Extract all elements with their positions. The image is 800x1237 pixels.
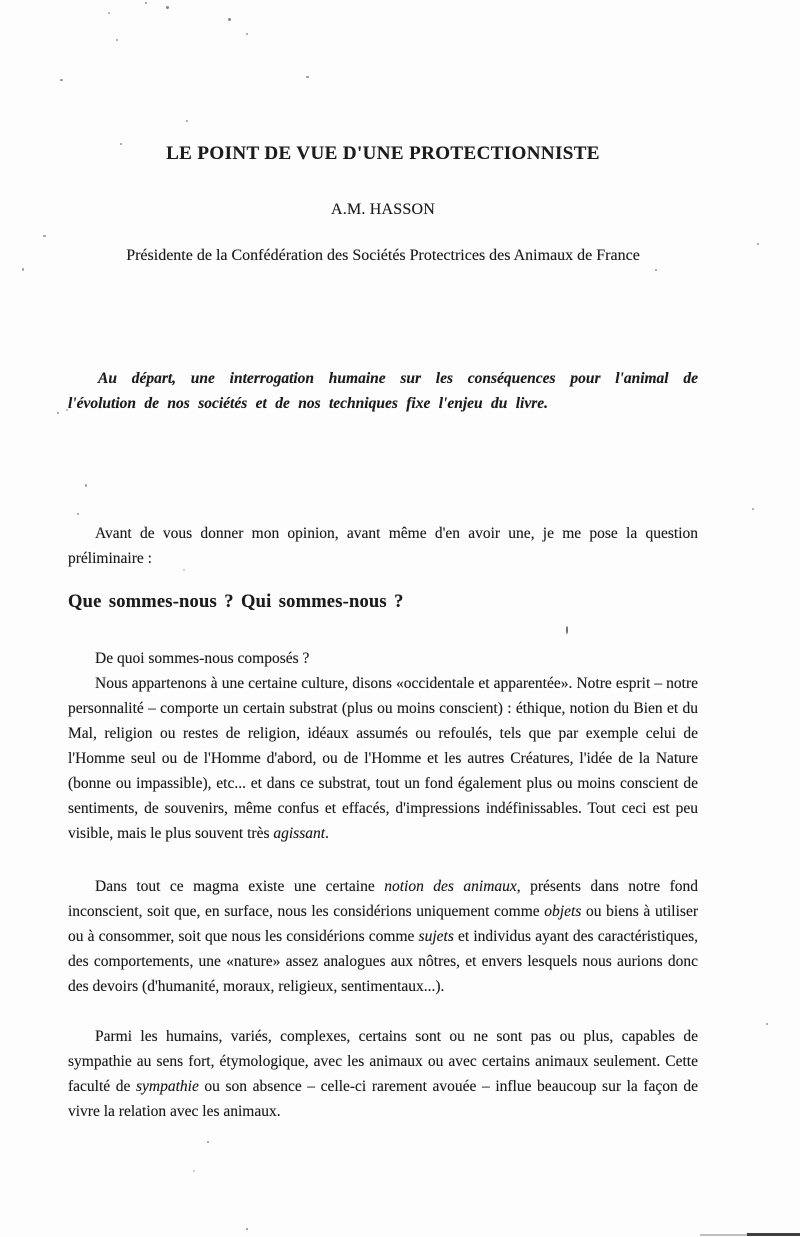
paragraph-culture-substrat: Nous appartenons à une certaine culture, disons «occidentale et apparentée». Notre esprit – notre personnalité – comporte un certain substrat (plus ou moins conscient) : éthique, notion du Bien et du Mal, religion ou restes de religion, idéaux assumés ou refoulés, tels que par exemple celui de l'Homme seul ou de l'Homme d'abord, ou de l'Homme et les autres Créatures, l'idée de la Nature (bonne ou impassible), etc... et dans ce substrat, tout un fond également plus ou moins conscient de sentiments, de souvenirs, même confus et effacés, d'impressions indéfinissables. Tout ceci est peu visible, mais le plus souvent très agissant.: [68, 675, 698, 842]
scan-edge-artifact: [747, 1233, 800, 1236]
section-heading: Que sommes-nous ? Qui sommes-nous ?: [68, 592, 404, 612]
scan-speckle: [207, 1141, 209, 1143]
scan-speckle: [57, 412, 59, 414]
scan-speckle: [60, 79, 63, 81]
author-name: A.M. HASSON: [331, 201, 435, 218]
page-title: LE POINT DE VUE D'UNE PROTECTIONNISTE: [166, 143, 600, 164]
scan-speckle: [108, 12, 110, 14]
scan-speckle: [655, 269, 657, 271]
scan-speckle: [246, 1228, 248, 1230]
scan-speckle: [193, 1170, 195, 1172]
scan-speckle: [166, 6, 169, 9]
scan-speckle: [246, 33, 248, 35]
scan-speckle: [228, 18, 231, 21]
scan-speckle: [77, 513, 79, 515]
paragraph-sympathie: Parmi les humains, variés, complexes, certains sont ou ne sont pas ou plus, capables de sympathie au sens fort, étymologique, avec les animaux ou avec certains animaux seulement. Cette faculté de sympathie ou son absence – celle-ci rarement avouée – influe beaucoup sur la façon de vivre la relation avec les animaux.: [68, 1028, 698, 1120]
scan-speckle: [145, 2, 147, 4]
scan-speckle: [85, 484, 87, 487]
paragraph-composition-question: De quoi sommes-nous composés ?: [95, 650, 310, 667]
scan-speckle: [22, 268, 24, 271]
scan-speckle: [186, 120, 188, 122]
scan-speckle: [306, 76, 309, 78]
scan-speckle: [116, 39, 118, 41]
scan-speckle: [766, 1023, 768, 1025]
scan-edge-artifact: [700, 1234, 748, 1236]
scan-speckle: [752, 508, 754, 510]
abstract-paragraph: Au départ, une interrogation humaine sur les conséquences pour l'animal de l'évolution de nos sociétés et de nos techniques fixe l'enjeu du livre.: [68, 370, 698, 412]
scan-speckle: [43, 235, 46, 237]
author-affiliation: Présidente de la Confédération des Sociétés Protectrices des Animaux de France: [126, 247, 640, 264]
scan-speckle: [566, 626, 568, 634]
scan-speckle: [757, 243, 759, 245]
intro-paragraph: Avant de vous donner mon opinion, avant même d'en avoir une, je me pose la question préliminaire :: [68, 525, 698, 567]
paragraph-notion-des-animaux: Dans tout ce magma existe une certaine notion des animaux, présents dans notre fond inconscient, soit que, en surface, nous les considérions uniquement comme objets ou biens à utiliser ou à consommer, soit que nous les considérions comme sujets et individus ayant des caractéristiques, des comportements, une «nature» assez analogues aux nôtres, et envers lesquels nous aurions donc des devoirs (d'humanité, moraux, religieux, sentimentaux...).: [68, 878, 698, 995]
